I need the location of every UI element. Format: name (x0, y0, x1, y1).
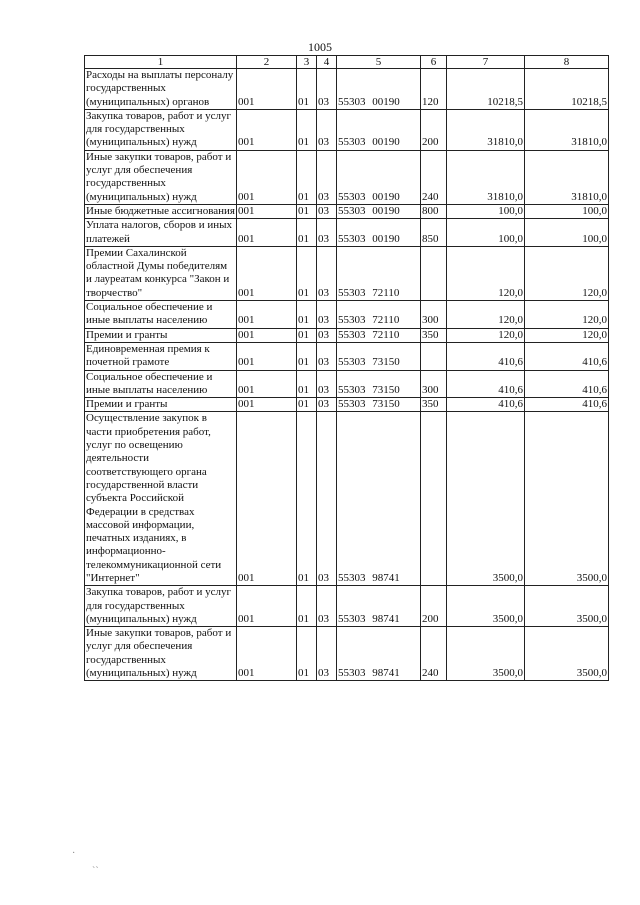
cell-col-7: 31810,0 (447, 109, 525, 150)
table-row (85, 246, 609, 300)
cell-col-4: 03 (317, 150, 337, 204)
table-row (85, 627, 609, 681)
cell-name: Социальное обеспечение и иные выплаты населению (85, 301, 237, 329)
cell-col-5: 55303 00190 (337, 204, 421, 218)
cell-col-2: 001 (237, 370, 297, 398)
cell-name: Иные закупки товаров, работ и услуг для обеспечения государственных (муниципальных) нужд (85, 627, 237, 681)
column-header-8: 8 (525, 56, 609, 69)
cell-col-2: 001 (237, 219, 297, 247)
column-header-7: 7 (447, 56, 525, 69)
cell-col-3: 01 (297, 398, 317, 412)
cell-col-2: 001 (237, 627, 297, 681)
cell-name: Иные бюджетные ассигнования (86, 204, 235, 217)
cell-col-7: 410,6 (447, 398, 525, 412)
budget-table (84, 55, 609, 681)
cell-col-5: 55303 73150 (337, 398, 421, 412)
cell-col-8: 100,0 (525, 204, 609, 218)
cell-col-6: 200 (421, 586, 447, 627)
table-row (85, 328, 609, 342)
table-row (85, 342, 609, 370)
table-row (85, 69, 609, 110)
cell-col-4: 03 (317, 370, 337, 398)
cell-col-4: 03 (317, 627, 337, 681)
cell-col-4: 03 (317, 586, 337, 627)
header-row (85, 56, 609, 69)
cell-col-4: 03 (317, 219, 337, 247)
cell-col-7: 120,0 (447, 246, 525, 300)
cell-col-8: 410,6 (525, 398, 609, 412)
cell-col-6 (421, 342, 447, 370)
cell-col-7: 31810,0 (447, 150, 525, 204)
cell-col-8: 120,0 (525, 301, 609, 329)
cell-col-2: 001 (237, 109, 297, 150)
cell-col-6 (421, 246, 447, 300)
cell-col-7: 3500,0 (447, 586, 525, 627)
cell-col-6: 350 (421, 398, 447, 412)
cell-col-4: 03 (317, 69, 337, 110)
scan-mark: `` (92, 866, 99, 877)
column-header-2: 2 (237, 56, 297, 69)
cell-col-2: 001 (237, 301, 297, 329)
cell-col-3: 01 (297, 69, 317, 110)
cell-col-4: 03 (317, 342, 337, 370)
table-body (85, 69, 609, 681)
cell-col-6: 850 (421, 219, 447, 247)
column-header-6: 6 (421, 56, 447, 69)
cell-col-5: 55303 98741 (337, 412, 421, 586)
cell-col-5: 55303 73150 (337, 370, 421, 398)
cell-col-8: 120,0 (525, 328, 609, 342)
column-header-3: 3 (297, 56, 317, 69)
cell-col-2: 001 (237, 342, 297, 370)
cell-col-3: 01 (297, 412, 317, 586)
cell-col-7: 100,0 (447, 219, 525, 247)
cell-col-7: 3500,0 (447, 412, 525, 586)
cell-col-6: 120 (421, 69, 447, 110)
cell-col-6: 200 (421, 109, 447, 150)
table-row (85, 398, 609, 412)
cell-col-8: 31810,0 (525, 150, 609, 204)
cell-col-2: 001 (237, 328, 297, 342)
cell-col-2: 001 (237, 412, 297, 586)
column-header-4: 4 (317, 56, 337, 69)
cell-col-5: 55303 73150 (337, 342, 421, 370)
cell-col-8: 410,6 (525, 370, 609, 398)
cell-col-6: 300 (421, 370, 447, 398)
cell-col-7: 3500,0 (447, 627, 525, 681)
cell-col-4: 03 (317, 398, 337, 412)
cell-col-5: 55303 00190 (337, 150, 421, 204)
cell-col-6 (421, 412, 447, 586)
cell-col-4: 03 (317, 301, 337, 329)
cell-col-8: 3500,0 (525, 412, 609, 586)
cell-col-3: 01 (297, 301, 317, 329)
table-row (85, 370, 609, 398)
cell-name: Расходы на выплаты персоналу государственных (муниципальных) органов (85, 69, 237, 110)
cell-name: Закупка товаров, работ и услуг для государственных (муниципальных) нужд (85, 109, 237, 150)
cell-name: Закупка товаров, работ и услуг для государственных (муниципальных) нужд (85, 586, 237, 627)
cell-col-5: 55303 98741 (337, 627, 421, 681)
cell-name: Уплата налогов, сборов и иных платежей (85, 219, 237, 247)
cell-col-3: 01 (297, 370, 317, 398)
cell-col-8: 31810,0 (525, 109, 609, 150)
cell-col-3: 01 (297, 246, 317, 300)
cell-col-3: 01 (297, 109, 317, 150)
cell-name: Социальное обеспечение и иные выплаты населению (85, 370, 237, 398)
cell-col-8: 410,6 (525, 342, 609, 370)
cell-col-7: 410,6 (447, 370, 525, 398)
cell-name: Премии и гранты (85, 328, 237, 342)
cell-col-7: 100,0 (447, 204, 525, 218)
cell-col-4: 03 (317, 246, 337, 300)
cell-col-4: 03 (317, 109, 337, 150)
cell-col-3: 01 (297, 342, 317, 370)
cell-col-5: 55303 72110 (337, 328, 421, 342)
cell-col-8: 100,0 (525, 219, 609, 247)
cell-col-5: 55303 72110 (337, 301, 421, 329)
cell-col-6: 240 (421, 150, 447, 204)
cell-name: Иные закупки товаров, работ и услуг для обеспечения государственных (муниципальных) нужд (85, 150, 237, 204)
table-row (85, 204, 609, 218)
cell-col-4: 03 (317, 328, 337, 342)
cell-col-7: 410,6 (447, 342, 525, 370)
table-row (85, 219, 609, 247)
cell-col-3: 01 (297, 586, 317, 627)
cell-name: Единовременная премия к почетной грамоте (85, 342, 237, 370)
cell-col-3: 01 (297, 219, 317, 247)
cell-col-2: 001 (237, 204, 297, 218)
cell-col-6: 350 (421, 328, 447, 342)
table-row (85, 150, 609, 204)
cell-col-8: 10218,5 (525, 69, 609, 110)
scan-mark: · (72, 848, 76, 859)
cell-col-4: 03 (317, 412, 337, 586)
cell-col-7: 120,0 (447, 328, 525, 342)
cell-col-8: 3500,0 (525, 627, 609, 681)
cell-name: Осуществление закупок в части приобретения работ, услуг по освещению деятельности соответствующего органа государственной власти субъекта Российской Федерации в средствах массовой информации, печатных изданиях, в информационно-телекоммуникационной сети "Интернет" (85, 412, 237, 586)
cell-col-2: 001 (237, 246, 297, 300)
cell-col-6: 240 (421, 627, 447, 681)
cell-name: Премии и гранты (85, 398, 237, 412)
cell-col-7: 10218,5 (447, 69, 525, 110)
cell-col-8: 120,0 (525, 246, 609, 300)
cell-col-5: 55303 00190 (337, 69, 421, 110)
cell-col-7: 120,0 (447, 301, 525, 329)
cell-col-5: 55303 00190 (337, 109, 421, 150)
table-row (85, 301, 609, 329)
table-row (85, 109, 609, 150)
page-number: 1005 (308, 40, 332, 54)
cell-col-8: 3500,0 (525, 586, 609, 627)
cell-col-2: 001 (237, 150, 297, 204)
cell-col-3: 01 (297, 204, 317, 218)
table-row (85, 412, 609, 586)
cell-col-2: 001 (237, 398, 297, 412)
cell-col-6: 800 (421, 204, 447, 218)
cell-col-5: 55303 98741 (337, 586, 421, 627)
cell-col-5: 55303 00190 (337, 219, 421, 247)
cell-col-2: 001 (237, 69, 297, 110)
column-header-5: 5 (337, 56, 421, 69)
cell-name: Премии Сахалинской областной Думы победителям и лауреатам конкурса "Закон и творчество" (85, 246, 237, 300)
cell-col-3: 01 (297, 627, 317, 681)
cell-col-5: 55303 72110 (337, 246, 421, 300)
cell-col-6: 300 (421, 301, 447, 329)
cell-col-3: 01 (297, 328, 317, 342)
column-header-1: 1 (85, 56, 237, 69)
cell-col-3: 01 (297, 150, 317, 204)
cell-col-4: 03 (317, 204, 337, 218)
table-row (85, 586, 609, 627)
cell-col-2: 001 (237, 586, 297, 627)
